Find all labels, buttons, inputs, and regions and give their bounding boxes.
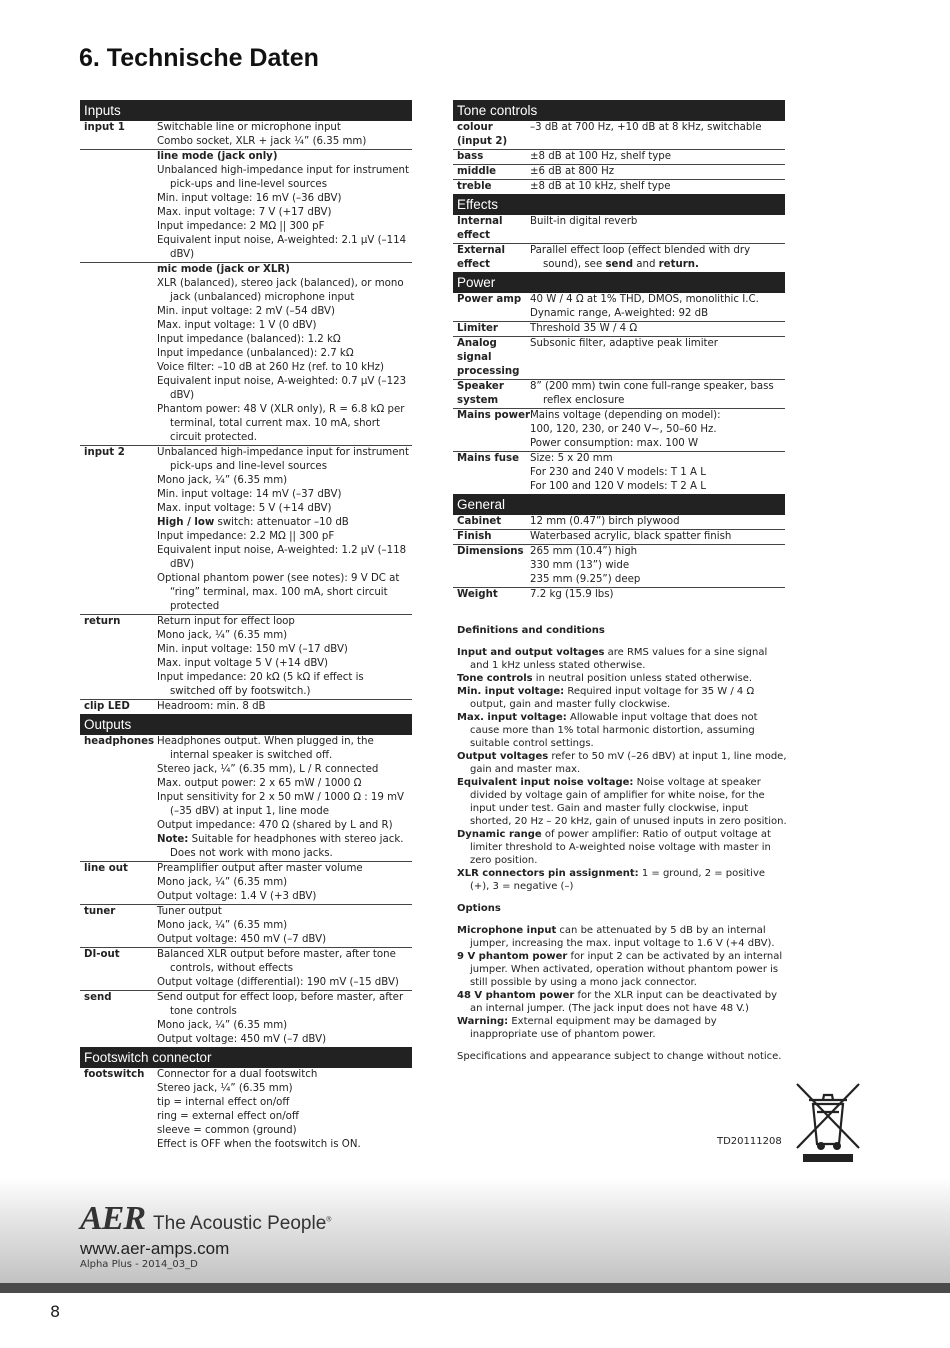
spec-line: Mono jack, ¼” (6.35 mm) (157, 877, 288, 888)
spec-row (453, 409, 785, 452)
spec-line: For 100 and 120 V models: T 2 A L (530, 481, 706, 492)
spec-line: Output impedance: 470 Ω (shared by L and R) (157, 820, 393, 831)
spec-line: Mains voltage (depending on model): (530, 410, 721, 421)
options-title: Options (457, 903, 501, 914)
spec-row (453, 515, 785, 530)
spec-label: Power amp (457, 294, 522, 305)
spec-line: Unbalanced high-impedance input for instrument pick-ups and line-level sources (157, 165, 409, 190)
definition-item: Equivalent input noise voltage: Noise voltage at speaker divided by voltage gain of amplifier for white noise, for the input under test. Gain and master fully clockwise, input shorted, 20 Hz – 20 kHz, gain of unused inputs in zero position. (457, 777, 787, 827)
spec-line: –3 dB at 700 Hz, +10 dB at 8 kHz, switchable (530, 122, 762, 133)
spec-line: Output voltage: 450 mV (–7 dBV) (157, 934, 327, 945)
spec-value (530, 409, 785, 451)
spec-label: line out (84, 863, 128, 874)
spec-line: ±8 dB at 10 kHz, shelf type (530, 181, 671, 192)
spec-row (453, 452, 785, 494)
spec-label: bass (457, 151, 484, 162)
spec-line: 265 mm (10.4”) high (530, 546, 638, 557)
definition-item: 48 V phantom power for the XLR input can be deactivated by an internal jumper. (The jack input does not have 48 V.) (457, 990, 778, 1014)
spec-row (80, 150, 412, 263)
spec-value (530, 337, 785, 379)
spec-line: Output voltage: 450 mV (–7 dBV) (157, 1034, 327, 1045)
spec-line: Equivalent input noise, A-weighted: 1.2 µV (–118 dBV) (157, 545, 407, 570)
spec-row (453, 150, 785, 165)
section-body (453, 293, 785, 494)
spec-row (80, 263, 412, 446)
spec-line: Min. input voltage: 150 mV (–17 dBV) (157, 644, 348, 655)
spec-label: Analog signal processing (457, 338, 520, 377)
spec-line: 8” (200 mm) twin cone full-range speaker, bass reflex enclosure (530, 381, 774, 406)
spec-value (530, 293, 785, 321)
spec-row (453, 244, 785, 272)
spec-line: Balanced XLR output before master, after tone controls, without effects (157, 949, 396, 974)
spec-value (530, 545, 785, 587)
spec-label (80, 263, 157, 445)
section-heading: Inputs (80, 100, 412, 121)
spec-line: Waterbased acrylic, black spatter finish (530, 531, 732, 542)
definition-item: Max. input voltage: Allowable input voltage that does not cause more than 1% total harmonic distortion, assuming suitable control settings. (457, 712, 758, 749)
spec-value (530, 452, 785, 494)
spec-line: Subsonic filter, adaptive peak limiter (530, 338, 718, 349)
spec-line: ±8 dB at 100 Hz, shelf type (530, 151, 672, 162)
page-number: 8 (50, 1302, 61, 1321)
spec-value (157, 615, 412, 699)
definition-item: XLR connectors pin assignment: 1 = ground, 2 = positive (+), 3 = negative (–) (457, 868, 766, 892)
spec-label: Cabinet (457, 516, 502, 527)
definition-item: 9 V phantom power for input 2 can be activated by an internal jumper. When activated, operation without phantom power is still possible by using a mono jack connector. (457, 951, 783, 988)
spec-label: footswitch (84, 1069, 145, 1080)
spec-line: High / low switch: attenuator –10 dB (157, 517, 349, 528)
spec-line: Equivalent input noise, A-weighted: 2.1 µV (–114 dBV) (157, 235, 407, 260)
spec-line: Min. input voltage: 2 mV (–54 dBV) (157, 306, 335, 317)
spec-row (453, 180, 785, 194)
logo-tagline: The Acoustic People® (153, 1213, 332, 1234)
spec-line: Max. input voltage 5 V (+14 dBV) (157, 658, 329, 669)
section-heading: Effects (453, 194, 785, 215)
spec-value (157, 121, 412, 149)
spec-label: Mains fuse (457, 453, 520, 464)
options-list (457, 924, 787, 1041)
spec-line: line mode (jack only) (157, 151, 278, 162)
spec-value (157, 446, 412, 614)
spec-value (157, 150, 412, 262)
spec-line: ±6 dB at 800 Hz (530, 166, 615, 177)
definition-item: Input and output voltages are RMS values for a sine signal and 1 kHz unless stated otherwise. (457, 647, 768, 671)
spec-value (530, 380, 785, 408)
spec-row (453, 545, 785, 588)
spec-row (80, 948, 412, 991)
section-body (453, 215, 785, 272)
spec-line: XLR (balanced), stereo jack (balanced), or mono jack (unbalanced) microphone input (157, 278, 404, 303)
page-title: 6. Technische Daten (79, 44, 319, 72)
spec-row (453, 165, 785, 180)
spec-line: 235 mm (9.25”) deep (530, 574, 641, 585)
spec-line: Return input for effect loop (157, 616, 295, 627)
section-heading: Outputs (80, 714, 412, 735)
spec-row (453, 121, 785, 150)
spec-line: Threshold 35 W / 4 Ω (530, 323, 638, 334)
footer-strip (0, 1283, 950, 1293)
spec-line: Output voltage (differential): 190 mV (–15 dBV) (157, 977, 399, 988)
section-body (80, 121, 412, 714)
definition-item: Dynamic range of power amplifier: Ratio of output voltage at limiter threshold to A-weighted noise voltage with master in zero position. (457, 829, 771, 866)
spec-line: Headphones output. When plugged in, the internal speaker is switched off. (157, 736, 374, 761)
spec-label: treble (457, 181, 492, 192)
spec-line: ring = external effect on/off (157, 1111, 299, 1122)
spec-row (80, 446, 412, 615)
spec-label: Speaker system (457, 381, 504, 406)
spec-label: External effect (457, 245, 505, 270)
spec-value (157, 735, 412, 861)
spec-line: Headroom: min. 8 dB (157, 701, 266, 712)
spec-line: Voice filter: –10 dB at 260 Hz (ref. to 10 kHz) (157, 362, 385, 373)
spec-line: 330 mm (13”) wide (530, 560, 630, 571)
spec-label: send (84, 992, 112, 1003)
spec-line: Min. input voltage: 16 mV (–36 dBV) (157, 193, 342, 204)
spec-line: sleeve = common (ground) (157, 1125, 297, 1136)
spec-line: 7.2 kg (15.9 lbs) (530, 589, 614, 600)
spec-line: Built-in digital reverb (530, 216, 638, 227)
spec-row (80, 735, 412, 862)
spec-line: Connector for a dual footswitch (157, 1069, 318, 1080)
section-body (80, 735, 412, 1047)
section-heading: General (453, 494, 785, 515)
spec-row (453, 293, 785, 322)
spec-line: tip = internal effect on/off (157, 1097, 290, 1108)
spec-line: Max. output power: 2 x 65 mW / 1000 Ω (157, 778, 362, 789)
spec-row (453, 588, 785, 602)
spec-value (157, 991, 412, 1047)
spec-label: colour (input 2) (457, 122, 508, 147)
spec-line: Mono jack, ¼” (6.35 mm) (157, 920, 288, 931)
spec-line: Equivalent input noise, A-weighted: 0.7 µV (–123 dBV) (157, 376, 407, 401)
spec-column-left (80, 100, 412, 1152)
spec-line: Dynamic range, A-weighted: 92 dB (530, 308, 709, 319)
spec-value (530, 150, 785, 164)
weee-bin-icon (795, 1082, 861, 1164)
spec-line: Optional phantom power (see notes): 9 V DC at “ring” terminal, max. 100 mA, short circuit protected (157, 573, 400, 612)
spec-label: Mains power (457, 410, 531, 421)
spec-value (157, 263, 412, 445)
spec-row (453, 215, 785, 244)
spec-line: Max. input voltage: 1 V (0 dBV) (157, 320, 317, 331)
brand-logo (80, 1200, 331, 1238)
spec-line: Combo socket, XLR + jack ¼” (6.35 mm) (157, 136, 367, 147)
spec-label: DI-out (84, 949, 120, 960)
spec-line: Note: Suitable for headphones with stereo jack. Does not work with mono jacks. (157, 834, 404, 859)
spec-line: Min. input voltage: 14 mV (–37 dBV) (157, 489, 342, 500)
spec-value (157, 905, 412, 947)
section-body (80, 1068, 412, 1152)
spec-value (157, 700, 412, 714)
spec-row (453, 530, 785, 545)
spec-label: Limiter (457, 323, 498, 334)
spec-label: Dimensions (457, 546, 524, 557)
spec-label: input 1 (84, 122, 125, 133)
spec-line: Input impedance: 2.2 MΩ || 300 pF (157, 531, 335, 542)
spec-value (530, 588, 785, 602)
definitions-title: Definitions and conditions (457, 625, 605, 636)
spec-line: Input impedance: 2 MΩ || 300 pF (157, 221, 325, 232)
spec-row (80, 991, 412, 1047)
spec-value (530, 121, 785, 149)
spec-row (80, 121, 412, 150)
spec-label: clip LED (84, 701, 130, 712)
definition-item: Output voltages refer to 50 mV (–26 dBV) at input 1, line mode, gain and master max. (457, 751, 787, 775)
section-body (453, 121, 785, 194)
spec-line: Input sensitivity for 2 x 50 mW / 1000 Ω : 19 mV (–35 dBV) at input 1, line mode (157, 792, 405, 817)
spec-line: Size: 5 x 20 mm (530, 453, 613, 464)
spec-row (80, 700, 412, 714)
document-code: TD20111208 (717, 1136, 782, 1147)
spec-line: Parallel effect loop (effect blended with dry sound), see send and return. (530, 245, 751, 270)
spec-label: middle (457, 166, 497, 177)
spec-row (80, 862, 412, 905)
logo-mark: AER (80, 1200, 146, 1237)
spec-line: Send output for effect loop, before master, after tone controls (157, 992, 404, 1017)
spec-label: input 2 (84, 447, 125, 458)
spec-line: Mono jack, ¼” (6.35 mm) (157, 630, 288, 641)
spec-row (80, 615, 412, 700)
spec-label: tuner (84, 906, 116, 917)
spec-line: Input impedance (balanced): 1.2 kΩ (157, 334, 341, 345)
spec-line: 100, 120, 230, or 240 V~, 50–60 Hz. (530, 424, 717, 435)
spec-value (530, 322, 785, 336)
definition-item: Min. input voltage: Required input voltage for 35 W / 4 Ω output, gain and master fully clockwise. (457, 686, 755, 710)
spec-column-right (453, 100, 785, 602)
spec-line: Preamplifier output after master volume (157, 863, 363, 874)
spec-line: Max. input voltage: 5 V (+14 dBV) (157, 503, 332, 514)
spec-line: Tuner output (157, 906, 222, 917)
spec-value (530, 530, 785, 544)
spec-value (530, 165, 785, 179)
definitions-list (457, 646, 787, 893)
spec-line: Switchable line or microphone input (157, 122, 341, 133)
spec-value (530, 180, 785, 194)
section-heading: Power (453, 272, 785, 293)
definitions-block (457, 624, 787, 1063)
section-body (453, 515, 785, 602)
spec-value (530, 215, 785, 243)
spec-line: Phantom power: 48 V (XLR only), R = 6.8 kΩ per terminal, total current max. 10 mA, short circuit protected. (157, 404, 405, 443)
spec-row (453, 322, 785, 337)
spec-line: For 230 and 240 V models: T 1 A L (530, 467, 706, 478)
spec-line: Stereo jack, ¼” (6.35 mm) (157, 1083, 293, 1094)
spec-row (80, 1068, 412, 1152)
spec-line: Unbalanced high-impedance input for instrument pick-ups and line-level sources (157, 447, 409, 472)
definition-item: Tone controls in neutral position unless stated otherwise. (457, 673, 753, 684)
spec-row (80, 905, 412, 948)
spec-line: Mono jack, ¼” (6.35 mm) (157, 1020, 288, 1031)
spec-line: 12 mm (0.47”) birch plywood (530, 516, 680, 527)
spec-line: 40 W / 4 Ω at 1% THD, DMOS, monolithic I.C. (530, 294, 759, 305)
spec-row (453, 380, 785, 409)
spec-line: Power consumption: max. 100 W (530, 438, 699, 449)
definition-item: Warning: External equipment may be damaged by inappropriate use of phantom power. (457, 1016, 717, 1040)
spec-line: Stereo jack, ¼” (6.35 mm), L / R connected (157, 764, 379, 775)
spec-label: Weight (457, 589, 498, 600)
spec-label: return (84, 616, 121, 627)
spec-value (157, 862, 412, 904)
spec-value (530, 515, 785, 529)
spec-label: headphones (84, 736, 155, 747)
spec-line: Output voltage: 1.4 V (+3 dBV) (157, 891, 317, 902)
spec-line: Mono jack, ¼” (6.35 mm) (157, 475, 288, 486)
website-link[interactable]: www.aer-amps.com (80, 1239, 230, 1258)
section-heading: Footswitch connector (80, 1047, 412, 1068)
spec-line: Input impedance: 20 kΩ (5 kΩ if effect is switched off by footswitch.) (157, 672, 364, 697)
spec-label: Finish (457, 531, 492, 542)
spec-label: Internal effect (457, 216, 503, 241)
spec-row (453, 337, 785, 380)
section-heading: Tone controls (453, 100, 785, 121)
spec-value (157, 1068, 412, 1152)
spec-line: Max. input voltage: 7 V (+17 dBV) (157, 207, 332, 218)
spec-line: Effect is OFF when the footswitch is ON. (157, 1139, 361, 1150)
version-label: Alpha Plus - 2014_03_D (80, 1259, 198, 1270)
spec-label (80, 150, 157, 262)
spec-value (530, 244, 785, 272)
disclaimer: Specifications and appearance subject to change without notice. (457, 1051, 782, 1062)
definition-item: Microphone input can be attenuated by 5 dB by an internal jumper, increasing the max. input voltage to 1.6 V (+4 dBV). (457, 925, 775, 949)
spec-line: mic mode (jack or XLR) (157, 264, 290, 275)
spec-value (157, 948, 412, 990)
spec-line: Input impedance (unbalanced): 2.7 kΩ (157, 348, 354, 359)
